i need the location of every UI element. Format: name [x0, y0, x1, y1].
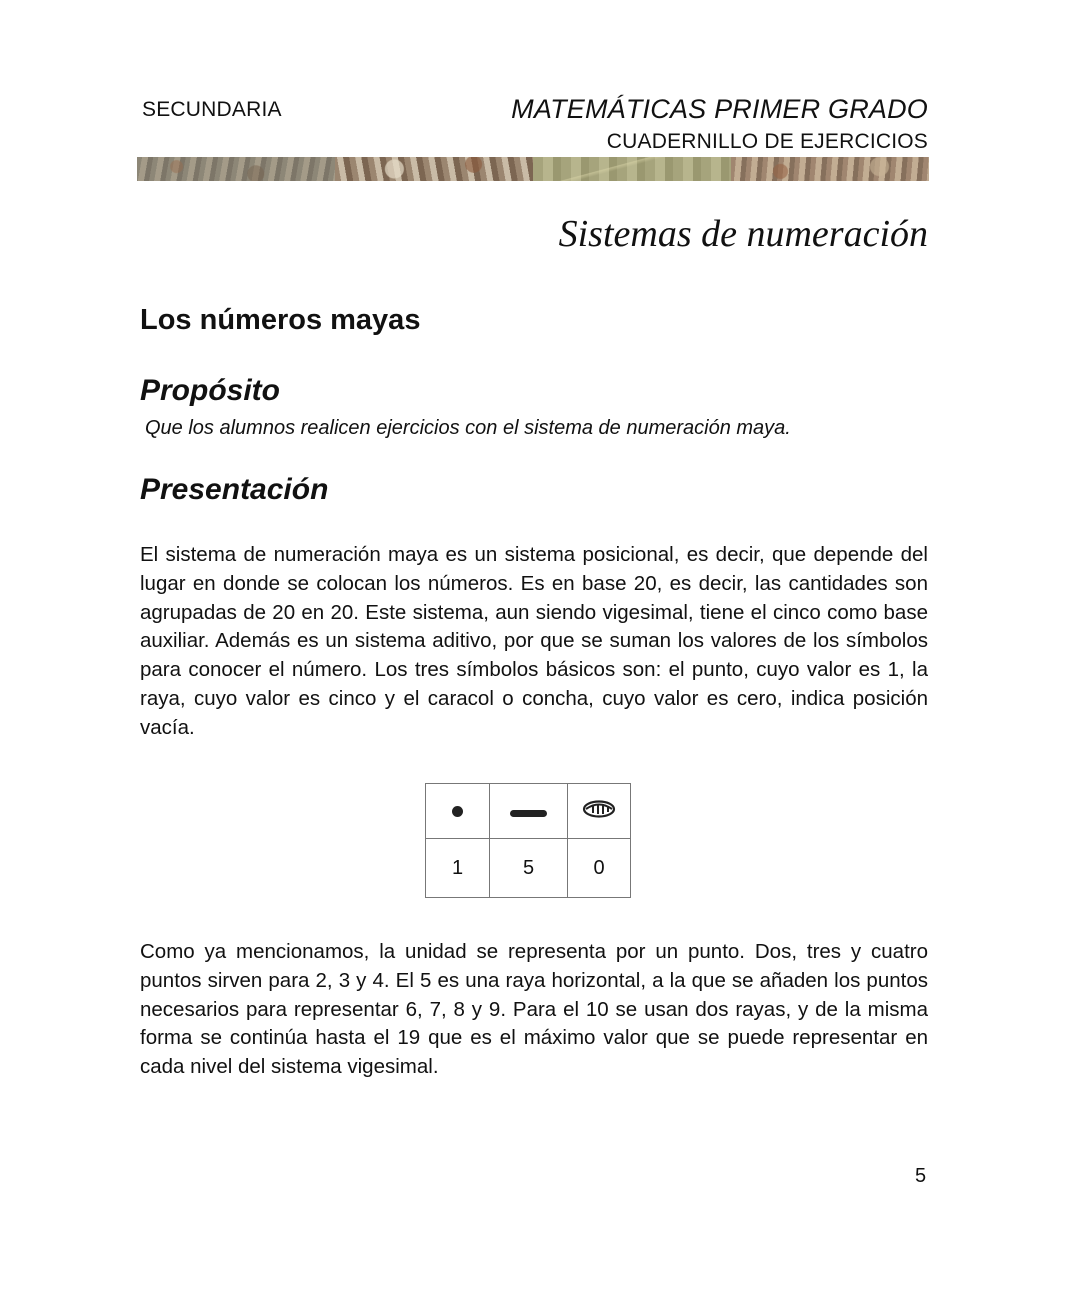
topic-title: Los números mayas: [140, 304, 421, 336]
presentation-paragraph-1: El sistema de numeración maya es un sistema posicional, es decir, que depende del lugar en donde se colocan los números. Es en base 20, es decir, las cantidades son agrupadas de 20 en 20. Este sistema, aun siendo vigesimal, tiene el cinco como base auxiliar. Además es un sistema aditivo, por que se suman los valores de los símbolos para conocer el número. Los tres símbolos básicos son: el punto, cuyo valor es 1, la raya, cuyo valor es cinco y el caracol o concha, cuyo valor es cero, indica posición vacía.: [140, 543, 928, 739]
presentation-heading: Presentación: [140, 473, 329, 506]
purpose-heading: Propósito: [140, 374, 280, 407]
book-title: MATEMÁTICAS PRIMER GRADO: [511, 94, 928, 124]
book-subtitle: CUADERNILLO DE EJERCICIOS: [606, 130, 928, 153]
value-cell: 5: [490, 839, 568, 898]
chapter-title: Sistemas de numeración: [558, 213, 928, 255]
symbol-cell: [426, 784, 490, 839]
bar-icon: [510, 810, 547, 817]
maya-symbols-table: [425, 783, 631, 898]
page-number: 5: [915, 1165, 927, 1187]
dot-icon: [452, 806, 463, 817]
banner-stone-texture: [533, 157, 731, 181]
symbol-cell: [490, 784, 568, 839]
header-level: SECUNDARIA: [142, 98, 282, 121]
symbol-cell: [568, 784, 631, 839]
header-banner-image: [137, 157, 929, 181]
value-cell: 0: [568, 839, 631, 898]
shell-icon: [582, 797, 616, 819]
value-cell: 1: [426, 839, 490, 898]
purpose-text: Que los alumnos realicen ejercicios con el sistema de numeración maya.: [145, 417, 791, 439]
banner-stone-texture: [137, 157, 335, 181]
banner-stone-texture: [731, 157, 929, 181]
banner-stone-texture: [335, 157, 533, 181]
presentation-paragraph-2: Como ya mencionamos, la unidad se representa por un punto. Dos, tres y cuatro puntos sirven para 2, 3 y 4. El 5 es una raya horizontal, a la que se añaden los puntos necesarios para representar 6, 7, 8 y 9. Para el 10 se usan dos rayas, y de la misma forma se continúa hasta el 19 que es el máximo valor que se puede representar en cada nivel del sistema vigesimal.: [140, 940, 928, 1079]
